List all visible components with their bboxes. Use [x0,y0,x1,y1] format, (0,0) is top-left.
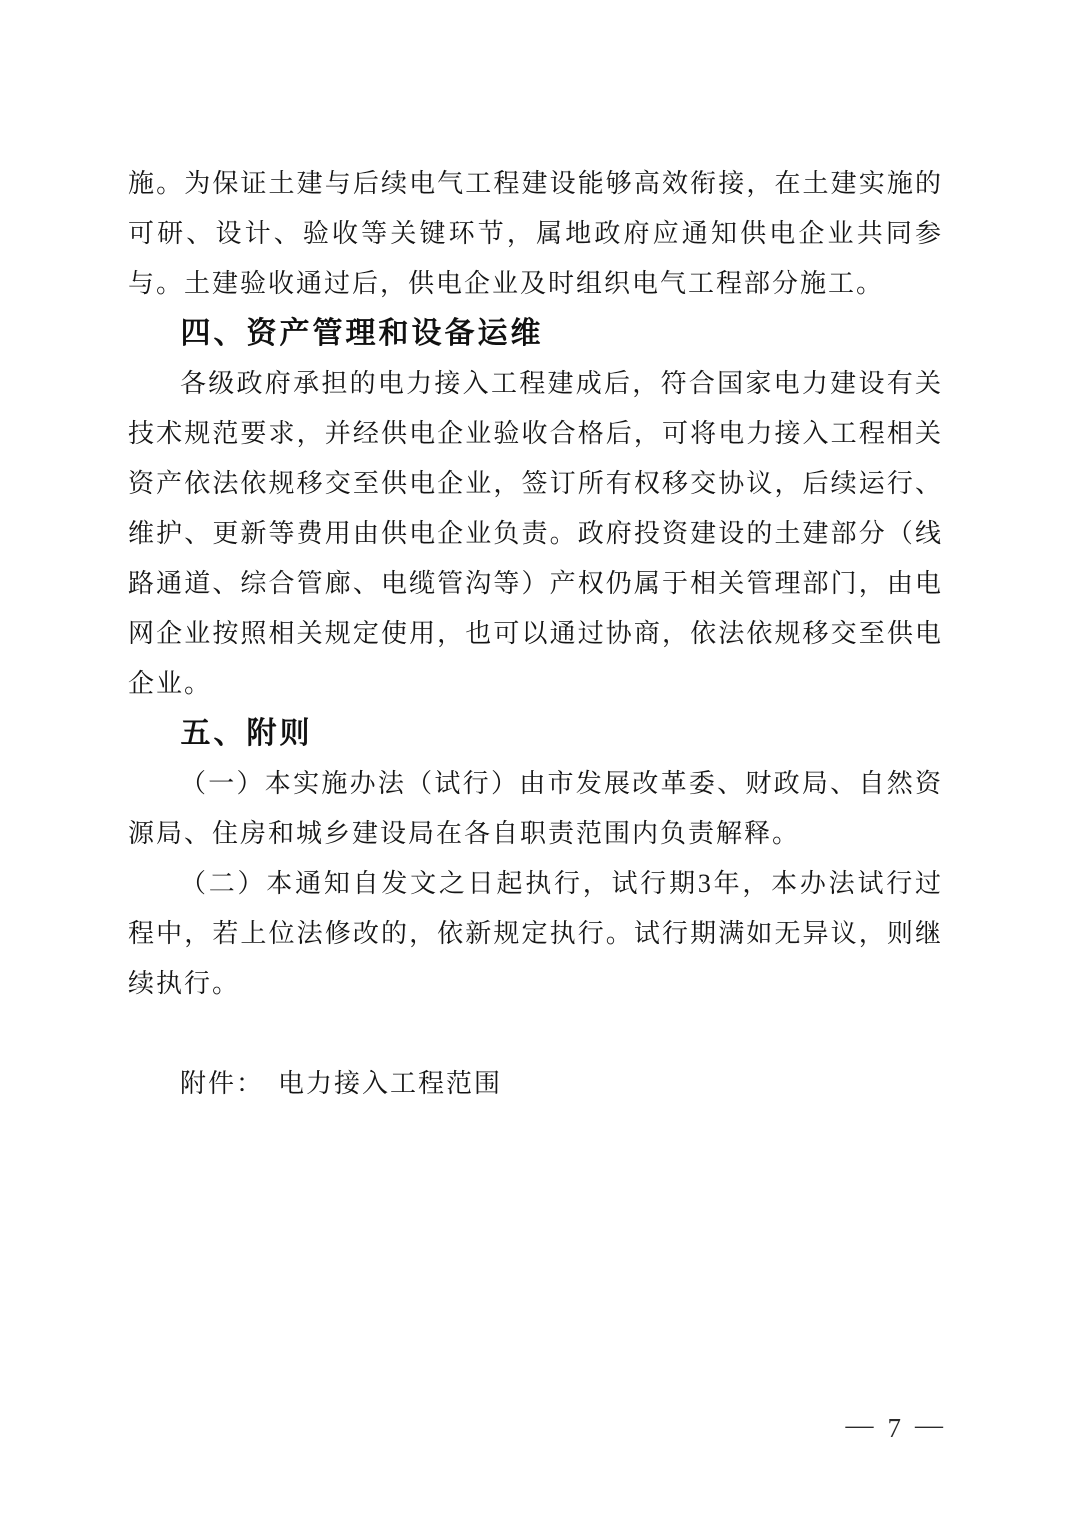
attachment-title: 电力接入工程范围 [278,1069,503,1098]
page-footer [846,1408,944,1448]
page-number: 7 [887,1413,901,1443]
heading-section-4-asset-management: 四、资产管理和设备运维 [180,317,544,350]
footer-dash-left: — [845,1410,874,1441]
paragraph-civil-works-continuation: 施。为保证土建与后续电气工程建设能够高效衔接，在土建实施的可研、设计、验收等关键环节，属地政府应通知供电企业共同参与。土建验收通过后，供电企业及时组织电气工程部分施工。 [128,169,943,298]
attachment-line [128,1059,943,1109]
paragraph-supplementary-item-2: （二）本通知自发文之日起执行，试行期3年，本办法试行过程中，若上位法修改的，依新规定执行。试行期满如无异议，则继续执行。 [128,869,943,998]
footer-dash-right: — [915,1410,943,1441]
heading-section-5-supplementary: 五、附则 [180,717,313,750]
paragraph-asset-transfer: 各级政府承担的电力接入工程建成后，符合国家电力建设有关技术规范要求，并经供电企业验收合格后，可将电力接入工程相关资产依法依规移交至供电企业，签订所有权移交协议，后续运行、维护、更新等费用由供电企业负责。政府投资建设的土建部分（线路通道、综合管廊、电缆管沟等）产权仍属于相关管理部门，由电网企业按照相关规定使用，也可以通过协商，依法依规移交至供电企业。 [128,369,943,698]
paragraph-supplementary-item-1: （一）本实施办法（试行）由市发展改革委、财政局、自然资源局、住房和城乡建设局在各自职责范围内负责解释。 [128,769,943,848]
attachment-label: 附件： [180,1069,265,1098]
document-body [128,159,943,1109]
